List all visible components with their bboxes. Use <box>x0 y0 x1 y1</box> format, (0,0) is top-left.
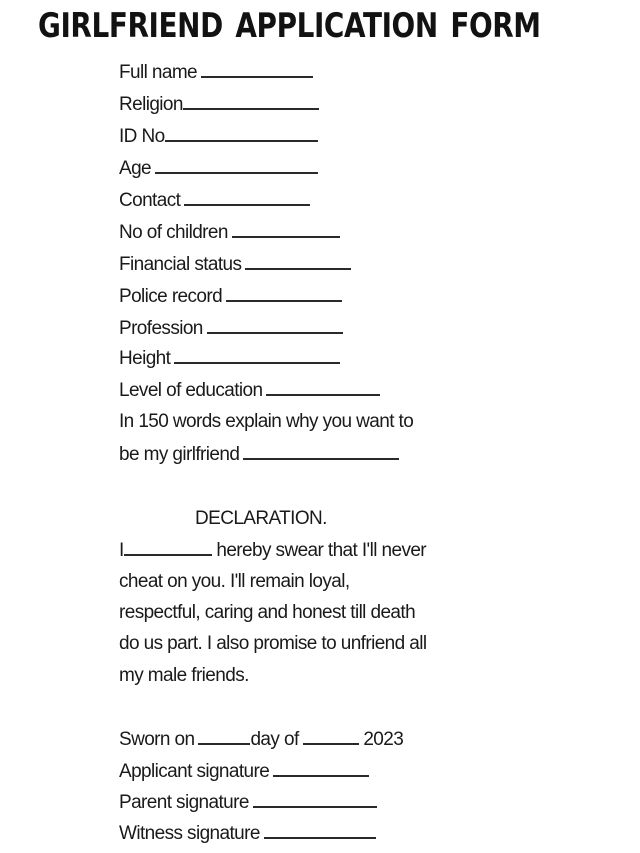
field-age <box>119 156 318 181</box>
id-no-blank[interactable] <box>165 124 318 142</box>
field-level-of-education <box>119 378 380 403</box>
field-contact <box>119 188 310 213</box>
signature-label: Applicant signature <box>119 761 270 782</box>
field-label: Contact <box>119 190 181 211</box>
field-financial-status <box>119 252 351 277</box>
sworn-label: Sworn on <box>119 729 195 750</box>
field-religion <box>119 92 319 117</box>
declaration-line-4: do us part. I also promise to unfriend all <box>119 633 427 654</box>
sworn-month-blank[interactable] <box>303 727 359 745</box>
field-label: Police record <box>119 286 223 307</box>
field-police-record <box>119 284 342 309</box>
level-of-education-blank[interactable] <box>266 378 380 396</box>
essay-prompt-line-2 <box>119 442 399 467</box>
field-label: Age <box>119 158 152 179</box>
age-blank[interactable] <box>155 156 318 174</box>
essay-label: be my girlfriend <box>119 444 240 465</box>
form-title: GIRLFRIEND APPLICATION FORM <box>38 6 541 46</box>
sworn-year: 2023 <box>363 729 404 750</box>
profession-blank[interactable] <box>207 316 343 334</box>
applicant-signature-line <box>119 759 369 784</box>
contact-blank[interactable] <box>184 188 310 206</box>
field-label: Financial status <box>119 254 242 275</box>
sworn-line <box>119 727 403 752</box>
police-record-blank[interactable] <box>226 284 342 302</box>
field-label: Religion <box>119 94 183 115</box>
essay-prompt-line-1: In 150 words explain why you want to <box>119 411 414 432</box>
field-label: ID No <box>119 126 165 147</box>
field-label: Full name <box>119 62 198 83</box>
parent-signature-line <box>119 790 377 815</box>
sworn-day-blank[interactable] <box>198 727 250 745</box>
applicant-signature-blank[interactable] <box>273 759 369 777</box>
signature-label: Parent signature <box>119 792 249 813</box>
height-blank[interactable] <box>174 346 340 364</box>
field-profession <box>119 316 343 341</box>
essay-blank[interactable] <box>243 442 399 460</box>
field-label: No of children <box>119 222 228 243</box>
religion-blank[interactable] <box>183 92 319 110</box>
signature-label: Witness signature <box>119 823 260 844</box>
financial-status-blank[interactable] <box>245 252 351 270</box>
no-of-children-blank[interactable] <box>232 220 340 238</box>
witness-signature-line <box>119 821 376 846</box>
declaration-heading: DECLARATION. <box>195 508 327 529</box>
declarant-name-blank[interactable] <box>124 538 212 556</box>
field-no-of-children <box>119 220 340 245</box>
day-of-label: day of <box>250 729 299 750</box>
declaration-text: hereby swear that I'll never <box>216 540 427 561</box>
declaration-prefix: I <box>119 540 124 561</box>
parent-signature-blank[interactable] <box>253 790 377 808</box>
declaration-line-1 <box>119 538 426 563</box>
declaration-line-2: cheat on you. I'll remain loyal, <box>119 571 350 592</box>
full-name-blank[interactable] <box>201 60 313 78</box>
field-label: Height <box>119 348 171 369</box>
declaration-line-3: respectful, caring and honest till death <box>119 602 416 623</box>
field-height <box>119 346 340 371</box>
field-id-no <box>119 124 318 149</box>
field-label: Profession <box>119 318 203 339</box>
field-full-name <box>119 60 313 85</box>
declaration-line-5: my male friends. <box>119 665 249 686</box>
field-label: Level of education <box>119 380 263 401</box>
witness-signature-blank[interactable] <box>264 821 376 839</box>
